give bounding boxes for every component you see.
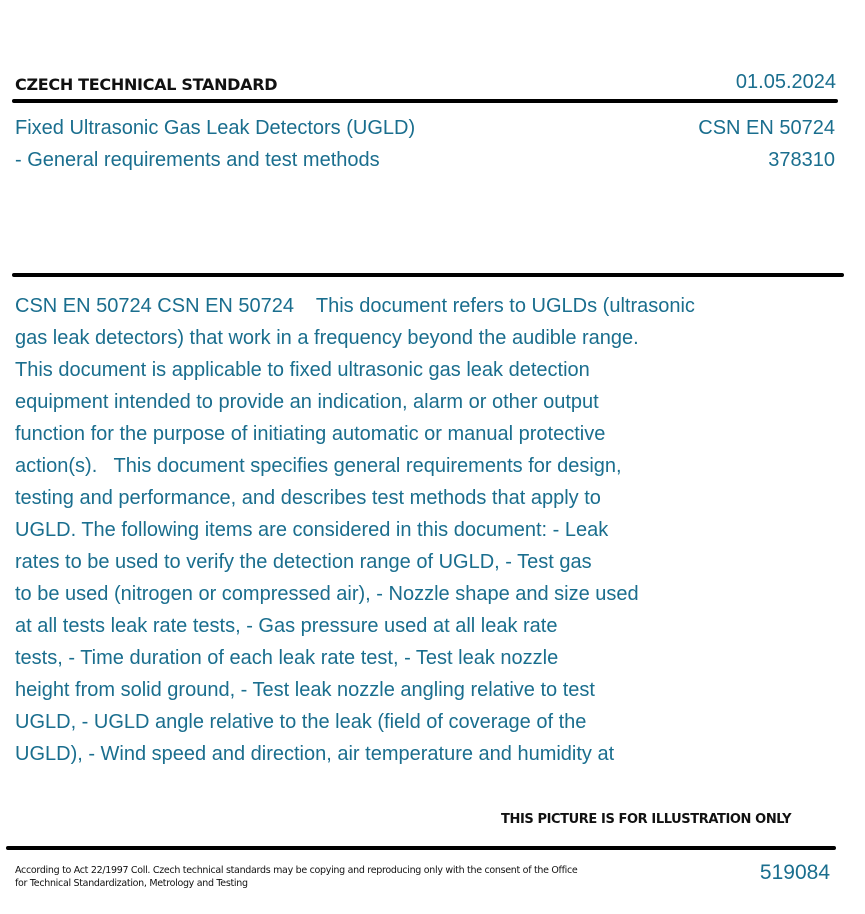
abstract-line: UGLD. The following items are considered in this document: - Leak [15, 519, 609, 541]
abstract-line: to be used (nitrogen or compressed air), - Nozzle shape and size used [15, 583, 639, 605]
document-title-line1: Fixed Ultrasonic Gas Leak Detectors (UGLD) [15, 117, 416, 139]
document-title-line2: - General requirements and test methods [15, 149, 380, 171]
legal-notice-line1: According to Act 22/1997 Coll. Czech technical standards may be copying and reproducing only with the consent of the Office [15, 865, 578, 876]
abstract-line: tests, - Time duration of each leak rate test, - Test leak nozzle [15, 647, 559, 669]
abstract-line: UGLD), - Wind speed and direction, air temperature and humidity at [15, 743, 615, 765]
catalog-number: 378310 [768, 149, 835, 171]
abstract-line: function for the purpose of initiating automatic or manual protective [15, 423, 606, 445]
abstract-line: testing and performance, and describes test methods that apply to [15, 487, 601, 509]
legal-notice [15, 864, 577, 890]
document-abstract [15, 290, 755, 770]
standard-code: CSN EN 50724 [698, 117, 835, 139]
abstract-line: at all tests leak rate tests, - Gas pressure used at all leak rate [15, 615, 558, 637]
abstract-line: This document is applicable to fixed ultrasonic gas leak detection [15, 359, 590, 381]
illustration-disclaimer: THIS PICTURE IS FOR ILLUSTRATION ONLY [501, 812, 792, 827]
abstract-line: CSN EN 50724 CSN EN 50724 This document refers to UGLDs (ultrasonic [15, 295, 695, 317]
abstract-line: action(s). This document specifies general requirements for design, [15, 455, 622, 477]
abstract-line: UGLD, - UGLD angle relative to the leak (field of coverage of the [15, 711, 587, 733]
abstract-line: height from solid ground, - Test leak nozzle angling relative to test [15, 679, 595, 701]
legal-notice-line2: for Technical Standardization, Metrology and Testing [15, 878, 248, 889]
publication-date: 01.05.2024 [735, 71, 836, 93]
abstract-line: gas leak detectors) that work in a frequency beyond the audible range. [15, 327, 639, 349]
header-divider [12, 99, 838, 103]
abstract-line: equipment intended to provide an indication, alarm or other output [15, 391, 599, 413]
standard-type-label: CZECH TECHNICAL STANDARD [15, 75, 278, 94]
abstract-line: rates to be used to verify the detection range of UGLD, - Test gas [15, 551, 592, 573]
footer-divider [6, 846, 836, 850]
title-divider [12, 273, 844, 277]
document-number: 519084 [759, 861, 830, 884]
